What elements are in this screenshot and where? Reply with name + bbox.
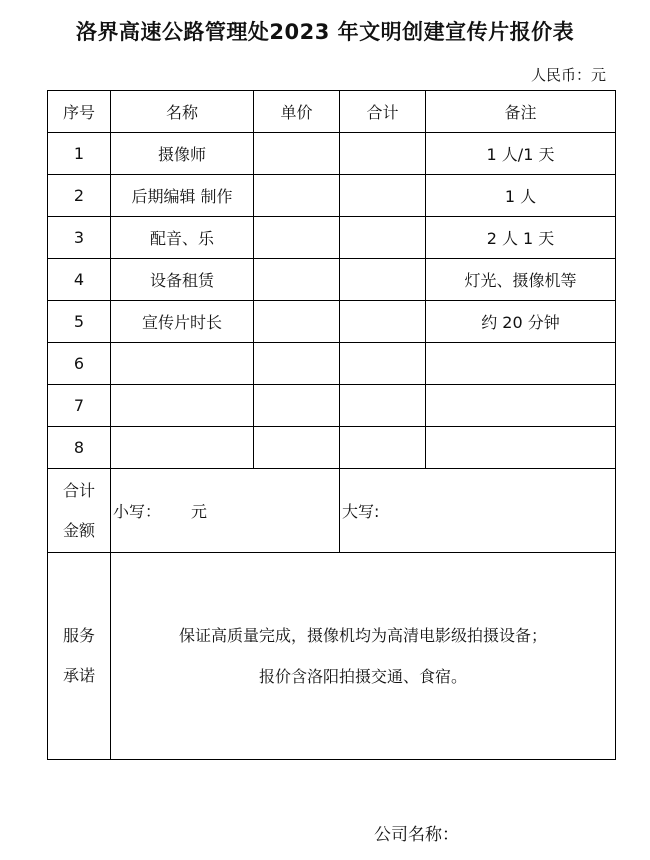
cell-seq: 4 — [48, 259, 111, 301]
cell-remarks: 1 人/1 天 — [426, 133, 616, 175]
table-row — [48, 175, 616, 217]
header-unit-price: 单价 — [254, 91, 340, 133]
cell-total — [340, 343, 426, 385]
total-amount-label-line1: 合计 — [62, 480, 95, 500]
cell-seq: 5 — [48, 301, 111, 343]
cell-seq: 6 — [48, 343, 111, 385]
table-row — [48, 385, 616, 427]
cell-unit-price — [254, 427, 340, 469]
cell-total — [340, 259, 426, 301]
total-amount-label — [48, 469, 111, 553]
table-row — [48, 301, 616, 343]
cell-seq: 3 — [48, 217, 111, 259]
cell-remarks — [426, 343, 616, 385]
cell-remarks: 2 人 1 天 — [426, 217, 616, 259]
service-promise-row — [48, 553, 616, 760]
table-row — [48, 133, 616, 175]
service-promise-label-line2: 承诺 — [62, 666, 95, 685]
cell-total — [340, 175, 426, 217]
cell-remarks: 1 人 — [426, 175, 616, 217]
cell-unit-price — [254, 133, 340, 175]
header-seq: 序号 — [48, 91, 111, 133]
service-promise-label — [48, 553, 111, 760]
cell-seq: 2 — [48, 175, 111, 217]
cell-name: 摄像师 — [111, 133, 254, 175]
service-promise-line2: 报价含洛阳拍摄交通、食宿。 — [258, 667, 467, 686]
cell-remarks: 灯光、摄像机等 — [426, 259, 616, 301]
total-amount-row — [48, 469, 616, 553]
amount-uppercase-label: 大写: — [342, 502, 380, 521]
cell-unit-price — [254, 301, 340, 343]
cell-name: 设备租赁 — [111, 259, 254, 301]
table-row — [48, 343, 616, 385]
cell-unit-price — [254, 217, 340, 259]
document-title: 洛界高速公路管理处2023 年文明创建宣传片报价表 — [75, 20, 575, 44]
header-remarks: 备注 — [426, 91, 616, 133]
cell-remarks — [426, 427, 616, 469]
cell-unit-price — [254, 175, 340, 217]
cell-name: 宣传片时长 — [111, 301, 254, 343]
amount-uppercase-cell — [340, 469, 616, 553]
table-row — [48, 259, 616, 301]
quote-table — [47, 90, 616, 760]
service-promise-label-line1: 服务 — [62, 626, 95, 645]
table-header-row — [48, 91, 616, 133]
cell-unit-price — [254, 259, 340, 301]
currency-note: 人民币：元 — [530, 66, 606, 84]
cell-name — [111, 385, 254, 427]
amount-lowercase-label: 小写： — [113, 502, 162, 521]
cell-total — [340, 217, 426, 259]
header-total: 合计 — [340, 91, 426, 133]
cell-total — [340, 301, 426, 343]
cell-remarks — [426, 385, 616, 427]
service-promise-content — [111, 553, 616, 760]
cell-total — [340, 133, 426, 175]
cell-name: 配音、乐 — [111, 217, 254, 259]
company-name-label: 公司名称： — [374, 825, 459, 845]
cell-name: 后期编辑 制作 — [111, 175, 254, 217]
cell-remarks: 约 20 分钟 — [426, 301, 616, 343]
service-promise-line1: 保证高质量完成，摄像机均为高清电影级拍摄设备； — [178, 626, 547, 645]
cell-seq: 8 — [48, 427, 111, 469]
cell-unit-price — [254, 343, 340, 385]
cell-seq: 7 — [48, 385, 111, 427]
table-row — [48, 217, 616, 259]
cell-name — [111, 427, 254, 469]
table-row — [48, 427, 616, 469]
cell-total — [340, 385, 426, 427]
total-amount-label-line2: 金额 — [62, 520, 95, 540]
cell-seq: 1 — [48, 133, 111, 175]
header-name: 名称 — [111, 91, 254, 133]
cell-unit-price — [254, 385, 340, 427]
cell-total — [340, 427, 426, 469]
amount-lowercase-cell — [111, 469, 340, 553]
amount-lowercase-unit: 元 — [191, 502, 208, 521]
cell-name — [111, 343, 254, 385]
